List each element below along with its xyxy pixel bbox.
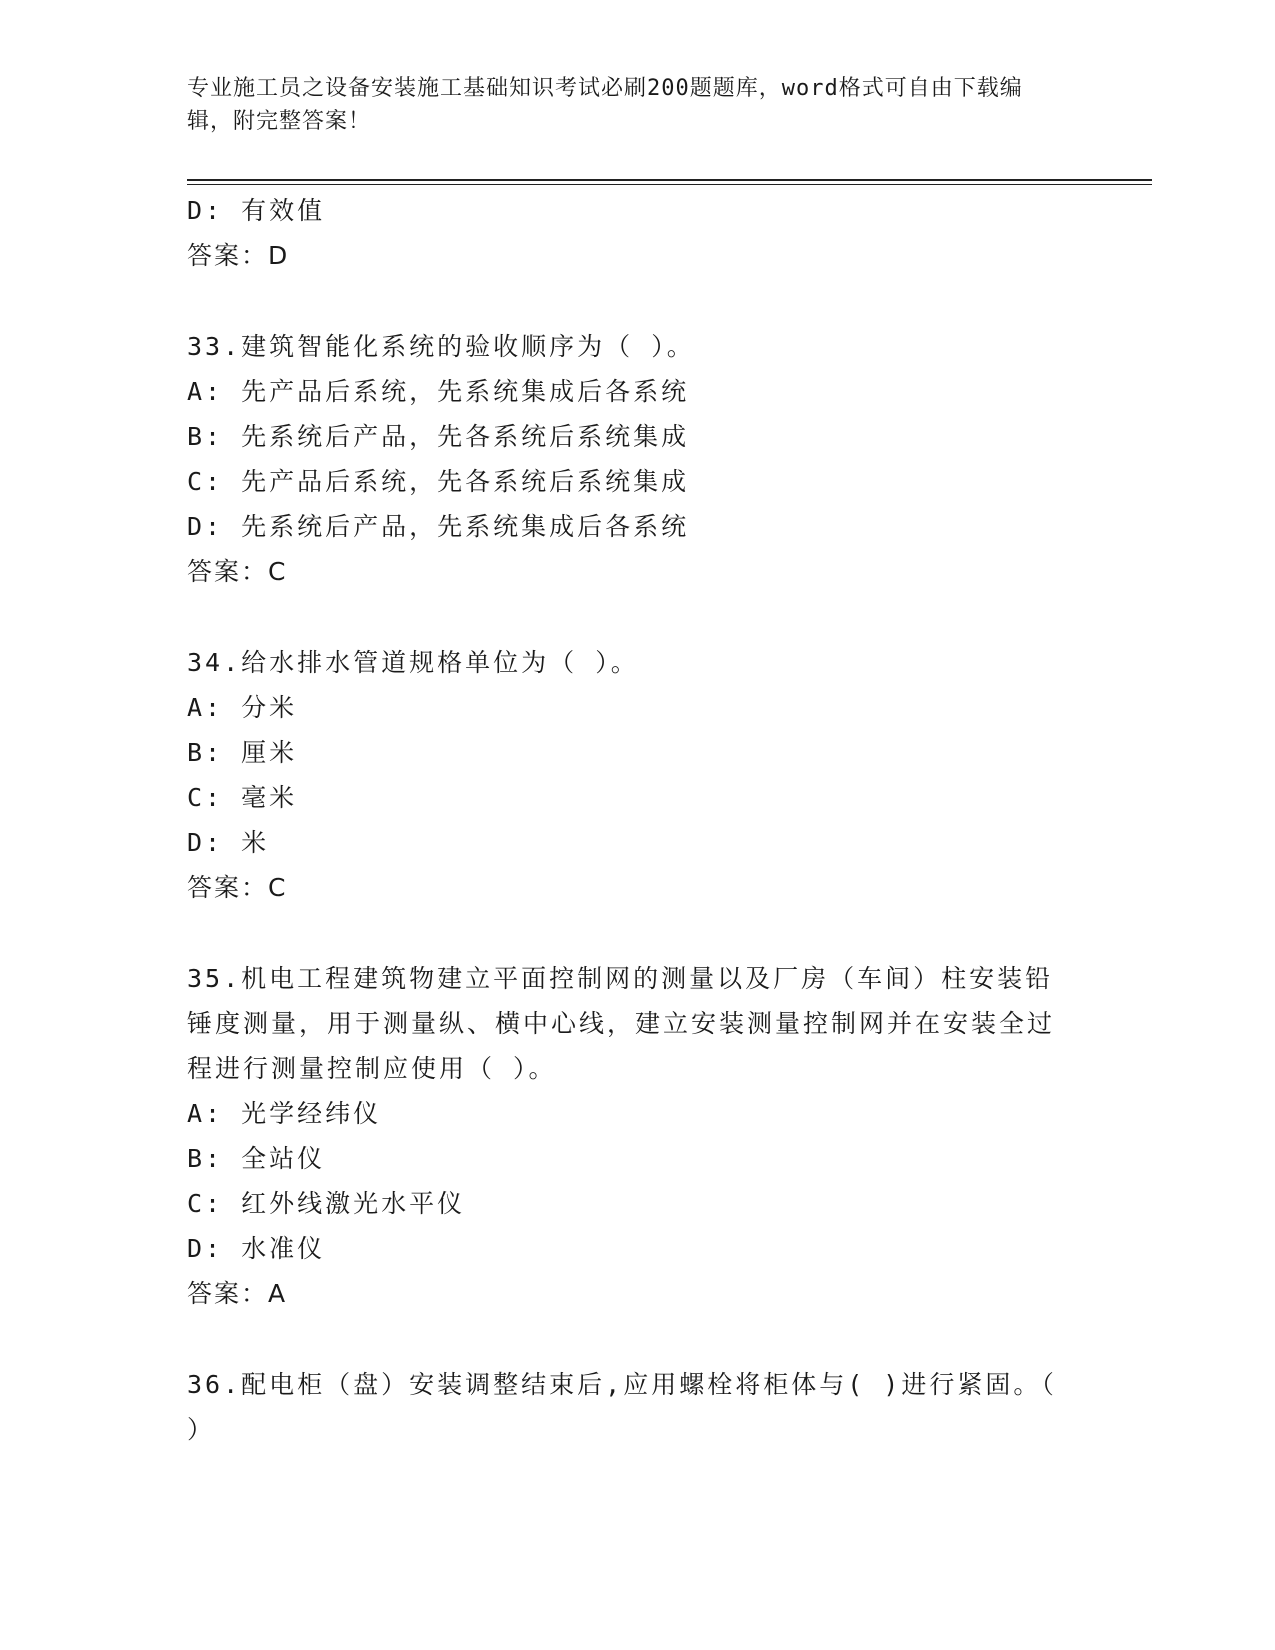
option-c: C: 先产品后系统，先各系统后系统集成	[187, 467, 690, 496]
question-content	[187, 188, 1087, 1452]
answer-line: 答案：D	[187, 241, 290, 270]
option-a: A: 光学经纬仪	[187, 1099, 382, 1128]
question-35	[187, 956, 1087, 1316]
question-text: 34.给水排水管道规格单位为（ ）。	[187, 648, 639, 677]
option-c: C: 红外线激光水平仪	[187, 1189, 466, 1218]
option-b: B: 全站仪	[187, 1144, 326, 1173]
question-33	[187, 324, 1087, 594]
option-a: A: 分米	[187, 693, 298, 722]
header-rule-thin	[187, 184, 1152, 185]
question-36	[187, 1362, 1087, 1452]
answer-line: 答案：C	[187, 557, 288, 586]
option-b: B: 厘米	[187, 738, 298, 767]
option-a: A: 先产品后系统，先系统集成后各系统	[187, 377, 690, 406]
option-d: D: 先系统后产品，先系统集成后各系统	[187, 512, 690, 541]
question-text: 33.建筑智能化系统的验收顺序为（ ）。	[187, 332, 695, 361]
question-text: 36.配电柜（盘）安装调整结束后,应用螺栓将柜体与( )进行紧固。（ ）	[187, 1370, 1057, 1444]
option-d: D: 水准仪	[187, 1234, 326, 1263]
answer-line: 答案：A	[187, 1279, 288, 1308]
document-header: 专业施工员之设备安装施工基础知识考试必刷200题题库，word格式可自由下载编辑，附完整答案！	[187, 76, 1023, 134]
question-text: 35.机电工程建筑物建立平面控制网的测量以及厂房（车间）柱安装铅锤度测量，用于测量纵、横中心线，建立安装测量控制网并在安装全过程进行测量控制应使用（ ）。	[187, 964, 1056, 1083]
option-b: B: 先系统后产品，先各系统后系统集成	[187, 422, 690, 451]
option-d: D: 有效值	[187, 196, 326, 225]
question-34	[187, 640, 1087, 910]
answer-line: 答案：C	[187, 873, 288, 902]
header-rule-thick	[187, 179, 1152, 181]
option-c: C: 毫米	[187, 783, 298, 812]
option-d: D: 米	[187, 828, 270, 857]
